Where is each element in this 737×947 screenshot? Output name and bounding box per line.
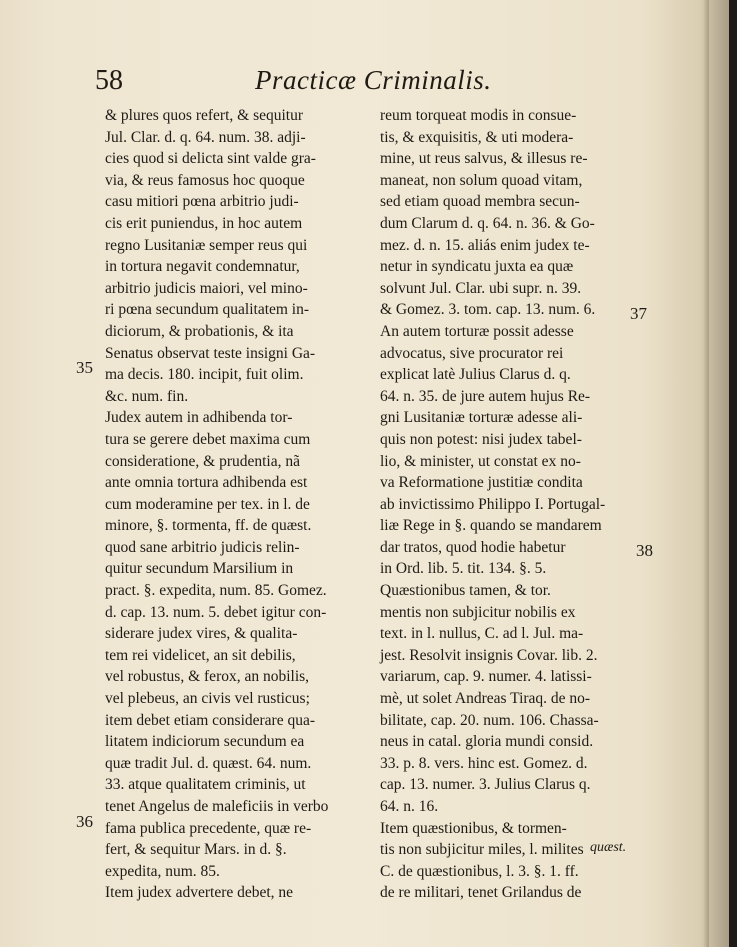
text-line: minore, §. tormenta, ff. de quæst. xyxy=(105,517,312,535)
text-line: bilitate, cap. 20. num. 106. Chassa- xyxy=(380,711,599,729)
text-line: Jul. Clar. d. q. 64. num. 38. adji- xyxy=(105,128,306,146)
text-line: d. cap. 13. num. 5. debet igitur con- xyxy=(105,603,327,621)
text-line: reum torqueat modis in consue- xyxy=(380,107,577,124)
text-line: consideratione, & prudentia, nã xyxy=(105,452,300,470)
text-line: Senatus observat teste insigni Ga- xyxy=(105,344,316,362)
text-line: cap. 13. numer. 3. Julius Clarus q. xyxy=(380,776,591,794)
text-line: ri pœna secundum qualitatem in- xyxy=(105,301,310,319)
text-line: vel plebeus, an civis vel rusticus; xyxy=(105,690,310,708)
text-line: solvunt Jul. Clar. ubi supr. n. 39. xyxy=(380,279,582,297)
text-line: item debet etiam considerare qua- xyxy=(105,711,316,729)
text-line: Judex autem in adhibenda tor- xyxy=(105,409,293,427)
text-line: dar tratos, quod hodie habetur xyxy=(380,538,566,556)
text-line: cies quod si delicta sint valde gra- xyxy=(105,150,316,168)
text-line: lio, & minister, ut constat ex no- xyxy=(380,452,581,470)
page-header xyxy=(95,65,625,105)
text-line: explicat latè Julius Clarus d. q. xyxy=(380,366,571,384)
text-line: mine, ut reus salvus, & illesus re- xyxy=(380,150,588,168)
text-line: expedita, num. 85. xyxy=(105,862,220,880)
text-line: litatem indiciorum secundum ea xyxy=(105,733,305,751)
marginal-number-36: 36 xyxy=(76,812,93,831)
text-line: 64. n. 35. de jure autem hujus Re- xyxy=(380,387,591,405)
text-line: mè, ut solet Andreas Tiraq. de no- xyxy=(380,690,591,708)
text-line: vel robustus, & ferox, an nobilis, xyxy=(105,668,310,686)
text-line: via, & reus famosus hoc quoque xyxy=(105,171,305,189)
text-line: & plures quos refert, & sequitur xyxy=(105,107,304,124)
text-line: tenet Angelus de maleficiis in verbo xyxy=(105,798,329,815)
text-line: neus in catal. gloria mundi consid. xyxy=(380,733,594,751)
catchword: quæst. xyxy=(590,840,627,855)
text-line: An autem torturæ possit adesse xyxy=(380,322,574,340)
text-line: tura se gerere debet maxima cum xyxy=(105,430,311,448)
text-line: cum moderamine per tex. in l. de xyxy=(105,495,310,513)
text-line: siderare judex vires, & qualita- xyxy=(105,625,298,643)
text-line: ma decis. 180. incipit, fuit olim. xyxy=(105,366,304,384)
page-number: 58 xyxy=(95,65,123,96)
text-line: ab invictissimo Philippo I. Portugal- xyxy=(380,495,606,513)
text-line: quæ tradit Jul. d. quæst. 64. num. xyxy=(105,754,312,772)
right-text-column xyxy=(380,105,642,904)
text-line: Item quæstionibus, & tormen- xyxy=(380,819,567,837)
text-line: variarum, cap. 9. numer. 4. latissi- xyxy=(380,668,592,686)
text-line: quis non potest: nisi judex tabel- xyxy=(380,430,582,448)
text-line: tem rei videlicet, an sit debilis, xyxy=(105,646,296,664)
text-line: &c. num. fin. xyxy=(105,387,189,405)
text-line: liæ Rege in §. quando se mandarem xyxy=(380,517,602,535)
text-line: tis, & exquisitis, & uti modera- xyxy=(380,128,574,146)
running-title: Practicæ Criminalis. xyxy=(255,65,492,95)
text-line: 64. n. 16. xyxy=(380,798,439,815)
text-line: advocatus, sive procurator rei xyxy=(380,344,564,362)
text-line: gni Lusitaniæ torturæ adesse ali- xyxy=(380,409,583,427)
text-line: casu mitiori pœna arbitrio judi- xyxy=(105,193,299,211)
text-line: dum Clarum d. q. 64. n. 36. & Go- xyxy=(380,214,595,232)
text-line: mez. d. n. 15. aliás enim judex te- xyxy=(380,236,590,254)
marginal-number-37: 37 xyxy=(630,304,647,323)
text-line: tis non subjicitur miles, l. milites xyxy=(380,841,584,859)
text-line: Item judex advertere debet, ne xyxy=(105,884,294,902)
text-line: text. in l. nullus, C. ad l. Jul. ma- xyxy=(380,625,584,643)
text-line: cis erit puniendus, in hoc autem xyxy=(105,214,303,232)
text-line: diciorum, & probationis, & ita xyxy=(105,322,294,340)
text-line: maneat, non solum quoad vitam, xyxy=(380,171,583,189)
text-line: pract. §. expedita, num. 85. Gomez. xyxy=(105,582,327,600)
text-line: va Reformatione justitiæ condita xyxy=(380,474,583,492)
text-line: regno Lusitaniæ semper reus qui xyxy=(105,236,308,254)
marginal-number-38: 38 xyxy=(636,541,653,560)
text-line: jest. Resolvit insignis Covar. lib. 2. xyxy=(380,646,598,664)
text-line: & Gomez. 3. tom. cap. 13. num. 6. xyxy=(380,301,596,319)
text-line: C. de quæstionibus, l. 3. §. 1. ff. xyxy=(380,862,579,880)
text-line: 33. atque qualitatem criminis, ut xyxy=(105,776,306,794)
left-text-column xyxy=(105,105,367,904)
text-line: in tortura negavit condemnatur, xyxy=(105,258,300,276)
text-line: quod sane arbitrio judicis relin- xyxy=(105,538,300,556)
text-line: arbitrio judicis maiori, vel mino- xyxy=(105,279,308,297)
text-line: 33. p. 8. vers. hinc est. Gomez. d. xyxy=(380,754,588,772)
text-line: mentis non subjicitur nobilis ex xyxy=(380,603,576,621)
text-line: fama publica precedente, quæ re- xyxy=(105,819,312,837)
text-line: in Ord. lib. 5. tit. 134. §. 5. xyxy=(380,560,547,578)
text-line: Quæstionibus tamen, & tor. xyxy=(380,582,551,600)
text-line: ante omnia tortura adhibenda est xyxy=(105,474,308,492)
marginal-number-35: 35 xyxy=(76,358,93,377)
text-line: sed etiam quoad membra secun- xyxy=(380,193,580,211)
text-line: de re militari, tenet Grilandus de xyxy=(380,884,582,902)
text-line: quitur secundum Marsilium in xyxy=(105,560,294,578)
text-line: netur in syndicatu juxta ea quæ xyxy=(380,258,574,276)
text-line: fert, & sequitur Mars. in d. §. xyxy=(105,841,287,859)
